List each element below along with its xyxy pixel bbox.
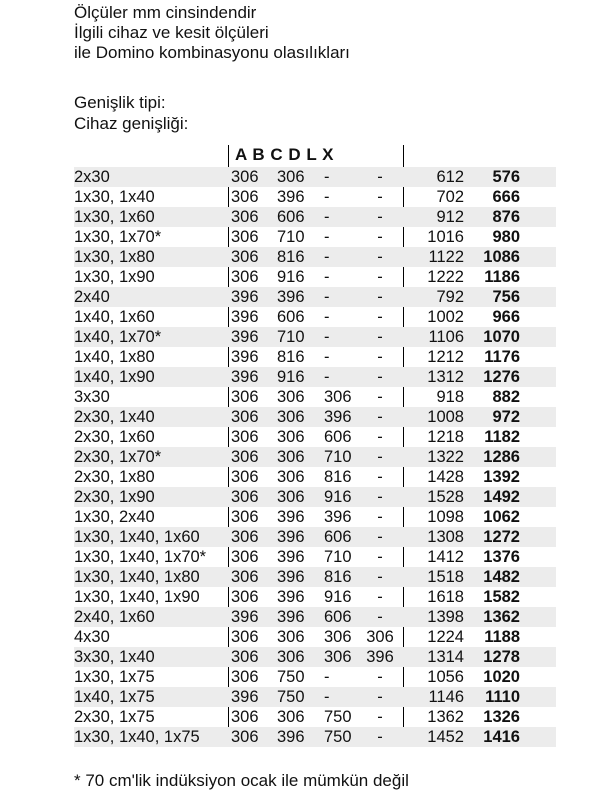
cell-c: - xyxy=(324,688,330,706)
cell-b: 750 xyxy=(277,668,305,686)
row-name: 1x30, 1x40, 1x70* xyxy=(74,548,207,566)
cell-d: - xyxy=(377,688,383,706)
cell-d: - xyxy=(377,728,383,746)
table-row xyxy=(74,227,556,247)
cell-d: - xyxy=(377,508,383,526)
cell-b: 396 xyxy=(277,528,305,546)
cell-b: 606 xyxy=(277,308,305,326)
cell-b: 916 xyxy=(277,268,305,286)
labels xyxy=(74,92,188,134)
cell-b: 710 xyxy=(277,228,305,246)
cell-niche: 1110 xyxy=(485,688,520,706)
cell-niche: 1482 xyxy=(483,568,520,586)
cell-d: - xyxy=(377,548,383,566)
row-name: 1x40, 1x75 xyxy=(74,688,155,706)
cell-c: 606 xyxy=(324,528,352,546)
cell-niche: 1392 xyxy=(483,468,520,486)
cell-d: - xyxy=(377,308,383,326)
cell-c: - xyxy=(324,248,330,266)
cell-width: 1398 xyxy=(427,608,464,626)
cell-b: 306 xyxy=(277,388,305,406)
cell-c: 396 xyxy=(324,408,352,426)
cell-b: 306 xyxy=(277,648,305,666)
cell-niche: 1070 xyxy=(483,328,520,346)
table-row xyxy=(74,167,556,187)
cell-width: 612 xyxy=(436,168,464,186)
cell-a: 306 xyxy=(231,448,259,466)
cell-niche: 1176 xyxy=(484,348,520,366)
table-row xyxy=(74,427,556,447)
cell-b: 306 xyxy=(277,488,305,506)
cell-b: 396 xyxy=(277,568,305,586)
cell-d: - xyxy=(377,228,383,246)
table-row xyxy=(74,507,556,527)
cell-width: 1098 xyxy=(427,508,464,526)
cell-width: 1528 xyxy=(427,488,464,506)
cell-a: 306 xyxy=(231,568,259,586)
cell-b: 606 xyxy=(277,208,305,226)
cell-a: 306 xyxy=(231,388,259,406)
table-row xyxy=(74,447,556,467)
cell-a: 306 xyxy=(231,188,259,206)
table-row xyxy=(74,307,556,327)
cell-niche: 1376 xyxy=(483,548,520,566)
table-row xyxy=(74,187,556,207)
cell-a: 306 xyxy=(231,668,259,686)
cell-niche: 666 xyxy=(492,188,520,206)
footnote: * 70 cm'lik indüksiyon ocak ile mümkün değil xyxy=(74,771,409,790)
cell-c: 750 xyxy=(324,728,352,746)
cell-d: - xyxy=(377,328,383,346)
row-name: 2x30 xyxy=(74,168,110,186)
cell-width: 1314 xyxy=(427,648,464,666)
cell-a: 306 xyxy=(231,248,259,266)
cell-c: - xyxy=(324,208,330,226)
cell-b: 306 xyxy=(277,468,305,486)
cell-niche: 1278 xyxy=(483,648,520,666)
row-name: 1x40, 1x60 xyxy=(74,308,155,326)
row-name: 1x30, 1x75 xyxy=(74,668,155,686)
cell-d: - xyxy=(377,268,383,286)
table-row xyxy=(74,327,556,347)
cell-d: - xyxy=(377,668,383,686)
cell-a: 306 xyxy=(231,588,259,606)
cell-c: - xyxy=(324,188,330,206)
cell-niche: 1062 xyxy=(483,508,520,526)
cell-c: 916 xyxy=(324,588,352,606)
cell-niche: 576 xyxy=(492,168,520,186)
intro-line-units: Ölçüler mm cinsindendir xyxy=(74,3,257,22)
row-name: 2x30, 1x90 xyxy=(74,488,155,506)
cell-b: 396 xyxy=(277,588,305,606)
cell-niche: 1492 xyxy=(483,488,520,506)
cell-b: 306 xyxy=(277,708,305,726)
cell-a: 306 xyxy=(231,648,259,666)
cell-width: 1312 xyxy=(427,368,464,386)
cell-width: 1618 xyxy=(427,588,464,606)
cell-b: 916 xyxy=(277,368,305,386)
cell-width: 918 xyxy=(436,388,464,406)
cell-c: - xyxy=(324,308,330,326)
cell-a: 306 xyxy=(231,508,259,526)
cell-d: - xyxy=(377,588,383,606)
cell-width: 1218 xyxy=(427,428,464,446)
column-header: A B C D L X xyxy=(235,145,335,164)
width-type-label: Genişlik tipi: xyxy=(74,93,166,112)
cell-niche: 1272 xyxy=(483,528,520,546)
cell-niche: 882 xyxy=(492,388,520,406)
cell-a: 306 xyxy=(231,708,259,726)
row-name: 1x40, 1x70* xyxy=(74,328,162,346)
cell-d: - xyxy=(377,528,383,546)
cell-a: 306 xyxy=(231,728,259,746)
cell-b: 306 xyxy=(277,428,305,446)
table-row xyxy=(74,367,556,387)
combination-table xyxy=(74,167,556,747)
cell-width: 1362 xyxy=(427,708,464,726)
cell-width: 1008 xyxy=(427,408,464,426)
cell-niche: 1286 xyxy=(483,448,520,466)
cell-a: 306 xyxy=(231,468,259,486)
cell-a: 306 xyxy=(231,168,259,186)
cell-c: - xyxy=(324,228,330,246)
row-name: 1x30, 1x40 xyxy=(74,188,155,206)
cell-b: 396 xyxy=(277,288,305,306)
cell-b: 816 xyxy=(277,348,305,366)
table-row xyxy=(74,247,556,267)
cell-a: 396 xyxy=(231,688,259,706)
row-name: 1x30, 1x80 xyxy=(74,248,155,266)
cell-niche: 1020 xyxy=(483,668,520,686)
cell-niche: 1276 xyxy=(483,368,520,386)
row-name: 2x30, 1x80 xyxy=(74,468,155,486)
cell-c: 916 xyxy=(324,488,352,506)
cell-c: 306 xyxy=(324,388,352,406)
cell-niche: 876 xyxy=(492,208,520,226)
cell-b: 306 xyxy=(277,408,305,426)
row-name: 1x30, 1x90 xyxy=(74,268,155,286)
cell-a: 396 xyxy=(231,308,259,326)
cell-width: 1428 xyxy=(427,468,464,486)
table-row xyxy=(74,487,556,507)
cell-width: 1002 xyxy=(427,308,464,326)
table-row xyxy=(74,407,556,427)
table-row xyxy=(74,547,556,567)
cell-b: 396 xyxy=(277,608,305,626)
cell-a: 306 xyxy=(231,548,259,566)
cell-d: - xyxy=(377,448,383,466)
cell-c: 306 xyxy=(324,628,352,646)
cell-d: - xyxy=(377,348,383,366)
intro-line-combinations: ile Domino kombinasyonu olasılıkları xyxy=(74,43,350,62)
table-row xyxy=(74,647,556,667)
cell-b: 396 xyxy=(277,508,305,526)
table-row xyxy=(74,627,556,647)
cell-width: 1106 xyxy=(428,328,464,346)
cell-niche: 1182 xyxy=(484,428,520,446)
cell-width: 1224 xyxy=(427,628,464,646)
cell-a: 306 xyxy=(231,268,259,286)
cell-a: 306 xyxy=(231,408,259,426)
table-row xyxy=(74,707,556,727)
cell-d: - xyxy=(377,428,383,446)
cell-width: 792 xyxy=(436,288,464,306)
cell-a: 306 xyxy=(231,208,259,226)
cell-d: - xyxy=(377,568,383,586)
cell-c: - xyxy=(324,288,330,306)
row-name: 3x30 xyxy=(74,388,110,406)
row-name: 2x40, 1x60 xyxy=(74,608,155,626)
cell-d: - xyxy=(377,608,383,626)
cell-width: 702 xyxy=(436,188,464,206)
cell-a: 396 xyxy=(231,608,259,626)
cell-niche: 980 xyxy=(492,228,520,246)
cell-d: - xyxy=(377,168,383,186)
cell-c: 750 xyxy=(324,708,352,726)
row-name: 1x30, 1x70* xyxy=(74,228,162,246)
cell-d: - xyxy=(377,408,383,426)
table-row xyxy=(74,667,556,687)
table-row xyxy=(74,207,556,227)
table-row xyxy=(74,287,556,307)
cell-c: 816 xyxy=(324,568,352,586)
table-row xyxy=(74,607,556,627)
row-name: 2x30, 1x75 xyxy=(74,708,155,726)
cell-niche: 1582 xyxy=(483,588,520,606)
cell-a: 396 xyxy=(231,288,259,306)
cell-width: 1016 xyxy=(427,228,464,246)
cell-d: - xyxy=(377,488,383,506)
cell-width: 1452 xyxy=(427,728,464,746)
cell-c: 606 xyxy=(324,608,352,626)
cell-c: 306 xyxy=(324,648,352,666)
cell-niche: 1086 xyxy=(483,248,520,266)
cell-c: - xyxy=(324,668,330,686)
cell-niche: 1326 xyxy=(483,708,520,726)
cell-c: 606 xyxy=(324,428,352,446)
row-name: 1x40, 1x80 xyxy=(74,348,155,366)
cell-niche: 1186 xyxy=(484,268,520,286)
device-width-label: Cihaz genişliği: xyxy=(74,114,189,133)
cell-niche: 1362 xyxy=(483,608,520,626)
cell-width: 1308 xyxy=(427,528,464,546)
cell-width: 1518 xyxy=(427,568,464,586)
table-row xyxy=(74,727,556,747)
table-row xyxy=(74,267,556,287)
row-name: 1x30, 1x40, 1x75 xyxy=(74,728,200,746)
cell-d: - xyxy=(377,368,383,386)
cell-niche: 1188 xyxy=(484,628,520,646)
intro-text xyxy=(74,3,350,63)
cell-d: - xyxy=(377,188,383,206)
cell-niche: 972 xyxy=(492,408,520,426)
cell-width: 912 xyxy=(436,208,464,226)
cell-a: 396 xyxy=(231,328,259,346)
row-name: 2x40 xyxy=(74,288,110,306)
row-name: 1x30, 1x40, 1x60 xyxy=(74,528,200,546)
cell-c: 816 xyxy=(324,468,352,486)
cell-a: 306 xyxy=(231,428,259,446)
cell-d: - xyxy=(377,248,383,266)
cell-a: 306 xyxy=(231,228,259,246)
table-row xyxy=(74,387,556,407)
cell-a: 306 xyxy=(231,488,259,506)
row-name: 4x30 xyxy=(74,628,110,646)
row-name: 1x30, 1x40, 1x90 xyxy=(74,588,200,606)
row-name: 1x30, 2x40 xyxy=(74,508,155,526)
table-row xyxy=(74,567,556,587)
cell-width: 1212 xyxy=(427,348,464,366)
table-row xyxy=(74,587,556,607)
row-name: 1x30, 1x60 xyxy=(74,208,155,226)
cell-b: 396 xyxy=(277,548,305,566)
cell-a: 396 xyxy=(231,368,259,386)
cell-d: - xyxy=(377,288,383,306)
cell-width: 1122 xyxy=(428,248,464,266)
table-row xyxy=(74,347,556,367)
cell-d: - xyxy=(377,468,383,486)
intro-line-dimensions: İlgili cihaz ve kesit ölçüleri xyxy=(74,23,269,42)
row-name: 1x30, 1x40, 1x80 xyxy=(74,568,200,586)
cell-b: 396 xyxy=(277,728,305,746)
cell-b: 710 xyxy=(277,328,305,346)
cell-width: 1056 xyxy=(427,668,464,686)
cell-niche: 756 xyxy=(492,288,520,306)
cell-d: - xyxy=(377,208,383,226)
cell-width: 1146 xyxy=(428,688,464,706)
cell-d: - xyxy=(377,388,383,406)
table-row xyxy=(74,467,556,487)
row-name: 2x30, 1x60 xyxy=(74,428,155,446)
cell-niche: 966 xyxy=(492,308,520,326)
cell-c: - xyxy=(324,328,330,346)
cell-c: - xyxy=(324,348,330,366)
cell-d: 306 xyxy=(366,628,394,646)
table-row xyxy=(74,687,556,707)
cell-d: 396 xyxy=(366,648,394,666)
cell-b: 306 xyxy=(277,168,305,186)
cell-b: 306 xyxy=(277,448,305,466)
cell-niche: 1416 xyxy=(483,728,520,746)
cell-c: - xyxy=(324,168,330,186)
cell-b: 396 xyxy=(277,188,305,206)
cell-c: 710 xyxy=(324,548,352,566)
cell-a: 306 xyxy=(231,528,259,546)
cell-b: 306 xyxy=(277,628,305,646)
cell-d: - xyxy=(377,708,383,726)
row-name: 2x30, 1x70* xyxy=(74,448,162,466)
cell-c: 710 xyxy=(324,448,352,466)
cell-width: 1412 xyxy=(427,548,464,566)
cell-c: - xyxy=(324,368,330,386)
cell-width: 1222 xyxy=(427,268,464,286)
cell-b: 816 xyxy=(277,248,305,266)
cell-a: 306 xyxy=(231,628,259,646)
cell-width: 1322 xyxy=(427,448,464,466)
cell-a: 396 xyxy=(231,348,259,366)
cell-b: 750 xyxy=(277,688,305,706)
row-name: 1x40, 1x90 xyxy=(74,368,155,386)
cell-c: - xyxy=(324,268,330,286)
row-name: 2x30, 1x40 xyxy=(74,408,155,426)
table-row xyxy=(74,527,556,547)
row-name: 3x30, 1x40 xyxy=(74,648,155,666)
cell-c: 396 xyxy=(324,508,352,526)
